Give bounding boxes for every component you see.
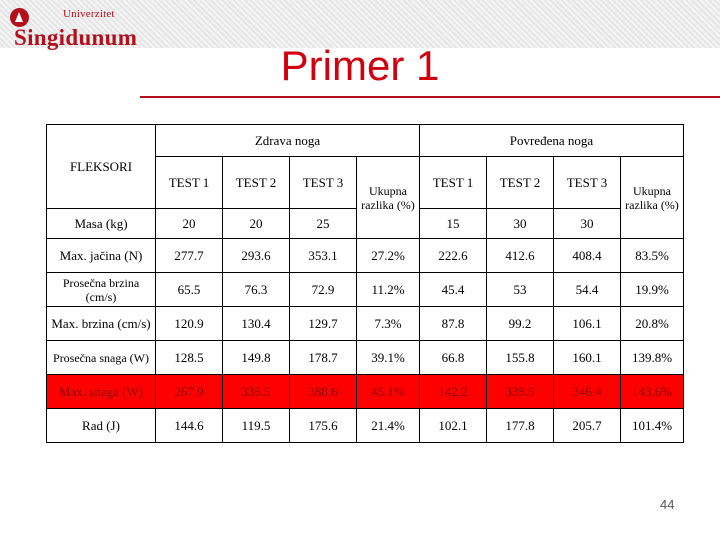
value-cell: 83.5% <box>621 239 684 273</box>
value-cell: 412.6 <box>487 239 554 273</box>
table-header-row <box>47 125 684 157</box>
value-cell: 45.1% <box>357 375 420 409</box>
value-cell: 353.1 <box>290 239 357 273</box>
value-cell: 267.9 <box>156 375 223 409</box>
value-cell: 336.5 <box>223 375 290 409</box>
value-cell: 15 <box>420 209 487 239</box>
value-cell: 142.2 <box>420 375 487 409</box>
row-label: Max. jačina (N) <box>47 239 156 273</box>
results-table <box>46 124 684 443</box>
value-cell: 408.4 <box>554 239 621 273</box>
value-cell: 39.1% <box>357 341 420 375</box>
value-cell: 102.1 <box>420 409 487 443</box>
logo-main-text: Singidunum <box>14 25 138 50</box>
subheader-cell: TEST 3 <box>554 157 621 209</box>
value-cell: 76.3 <box>223 273 290 307</box>
table-row <box>47 341 684 375</box>
value-cell: 130.4 <box>223 307 290 341</box>
row-label: Rad (J) <box>47 409 156 443</box>
subheader-cell: TEST 3 <box>290 157 357 209</box>
value-cell: 30 <box>487 209 554 239</box>
subheader-cell: TEST 2 <box>487 157 554 209</box>
value-cell: 20.8% <box>621 307 684 341</box>
page-number: 44 <box>660 497 675 512</box>
row-label: Max. snaga (W) <box>47 375 156 409</box>
slide-title-wrap <box>0 42 720 90</box>
row-label: Masa (kg) <box>47 209 156 239</box>
value-cell: 175.6 <box>290 409 357 443</box>
value-cell: 101.4% <box>621 409 684 443</box>
value-cell: 30 <box>554 209 621 239</box>
value-cell: 346.4 <box>554 375 621 409</box>
row-label: Prosečna snaga (W) <box>47 341 156 375</box>
value-cell: 128.5 <box>156 341 223 375</box>
value-cell: 149.8 <box>223 341 290 375</box>
subheader-cell: TEST 1 <box>420 157 487 209</box>
table-row-highlighted <box>47 375 684 409</box>
logo-top-text: Univerzitet <box>63 8 115 20</box>
value-cell: 99.2 <box>487 307 554 341</box>
value-cell: 160.1 <box>554 341 621 375</box>
value-cell: 119.5 <box>223 409 290 443</box>
table-row <box>47 307 684 341</box>
value-cell: 120.9 <box>156 307 223 341</box>
value-cell: 205.7 <box>554 409 621 443</box>
value-cell: 53 <box>487 273 554 307</box>
corner-label: FLEKSORI <box>47 125 156 209</box>
value-cell: 106.1 <box>554 307 621 341</box>
value-cell: 222.6 <box>420 239 487 273</box>
value-cell: 155.8 <box>487 341 554 375</box>
value-cell: 20 <box>223 209 290 239</box>
value-cell: 177.8 <box>487 409 554 443</box>
value-cell: 54.4 <box>554 273 621 307</box>
value-cell: 293.6 <box>223 239 290 273</box>
value-cell: 72.9 <box>290 273 357 307</box>
value-cell: 25 <box>290 209 357 239</box>
group-header-healthy: Zdrava noga <box>156 125 420 157</box>
group-header-injured: Povređena noga <box>420 125 684 157</box>
subheader-cell: TEST 1 <box>156 157 223 209</box>
slide-title: Primer 1 <box>280 42 440 89</box>
value-cell: 45.4 <box>420 273 487 307</box>
value-cell: 144.6 <box>156 409 223 443</box>
value-cell: 7.3% <box>357 307 420 341</box>
subheader-cell: Ukupna razlika (%) <box>621 157 684 239</box>
value-cell: 27.2% <box>357 239 420 273</box>
table-row <box>47 409 684 443</box>
title-divider <box>140 96 720 98</box>
value-cell: 19.9% <box>621 273 684 307</box>
value-cell: 65.5 <box>156 273 223 307</box>
value-cell: 20 <box>156 209 223 239</box>
subheader-cell: TEST 2 <box>223 157 290 209</box>
row-label: Prosečna brzina (cm/s) <box>47 273 156 307</box>
value-cell: 66.8 <box>420 341 487 375</box>
value-cell: 11.2% <box>357 273 420 307</box>
value-cell: 277.7 <box>156 239 223 273</box>
row-label: Max. brzina (cm/s) <box>47 307 156 341</box>
value-cell: 178.7 <box>290 341 357 375</box>
value-cell: 21.4% <box>357 409 420 443</box>
table-row <box>47 239 684 273</box>
value-cell: 87.8 <box>420 307 487 341</box>
subheader-cell: Ukupna razlika (%) <box>357 157 420 239</box>
value-cell: 388.6 <box>290 375 357 409</box>
value-cell: 129.7 <box>290 307 357 341</box>
value-cell: 139.8% <box>621 341 684 375</box>
table-row <box>47 273 684 307</box>
value-cell: 143.6% <box>621 375 684 409</box>
value-cell: 338.5 <box>487 375 554 409</box>
